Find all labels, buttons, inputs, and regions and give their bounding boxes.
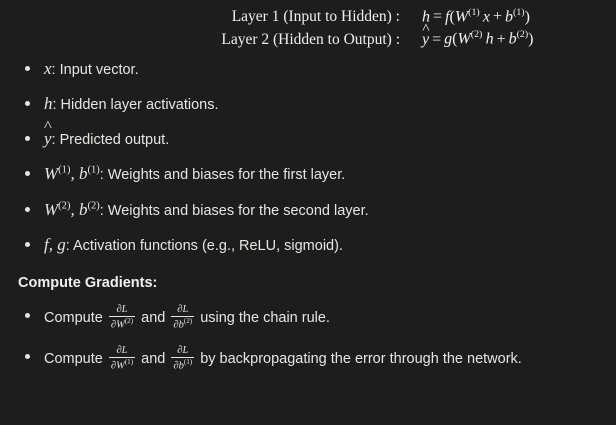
section-heading-compute-gradients: Compute Gradients: — [18, 275, 158, 292]
compute-step-1 — [44, 304, 330, 331]
definition-text-layer1-params: : Weights and biases for the first layer. — [99, 167, 346, 184]
symbol-f-g: f, g — [44, 234, 66, 254]
definition-list — [0, 58, 616, 256]
compute-step-2-lead: Compute — [44, 350, 103, 367]
equation-row-layer2 — [0, 29, 616, 48]
symbol-w2-b2: $W^{(2)}$, $b^{(2)}$ — [44, 199, 100, 219]
definition-text-activations: : Activation functions (e.g., ReLU, sigmoid). — [65, 237, 343, 254]
compute-step-2-conjunction: and — [141, 350, 166, 367]
compute-step-2-tail: by backpropagating the error through the network. — [200, 350, 522, 367]
list-item — [18, 199, 616, 220]
definition-text-yhat: : Predicted output. — [51, 132, 170, 149]
definition-text-layer2-params: : Weights and biases for the second layer. — [99, 202, 369, 219]
symbol-yhat: y ^ — [44, 129, 52, 148]
equation-math-layer1: $h = f(W^{(1)}$ $x + b^{(1)}$) — [422, 7, 530, 26]
equation-row-layer1 — [0, 7, 616, 26]
definition-text-h: : Hidden layer activations. — [52, 96, 219, 113]
definition-text-x: : Input vector. — [51, 61, 139, 78]
list-item — [18, 305, 616, 332]
list-item — [18, 128, 616, 149]
equation-label-layer2: Layer 2 (Hidden to Output) : — [221, 30, 400, 48]
fraction-dL-dW2: $\frac{\partial L}{\partial W^{(2)}}$ — [110, 304, 134, 331]
compute-step-2 — [44, 344, 522, 372]
list-item — [18, 93, 616, 114]
compute-step-1-lead: Compute — [44, 310, 103, 327]
list-item — [18, 58, 616, 79]
fraction-dL-db1: $\frac{\partial L}{\partial b^{(1)}}$ — [173, 344, 193, 372]
compute-step-1-tail: using the chain rule. — [200, 310, 330, 327]
compute-gradients-list — [0, 305, 616, 372]
fraction-dL-dW1: $\frac{\partial L}{\partial W^{(1)}}$ — [110, 344, 134, 372]
list-item — [18, 163, 616, 184]
list-item — [18, 234, 616, 255]
compute-step-1-conjunction: and — [141, 310, 166, 327]
symbol-x: x — [44, 58, 52, 78]
equation-label-layer1: Layer 1 (Input to Hidden) : — [231, 8, 400, 26]
symbol-w1-b1: $W^{(1)}$, $b^{(1)}$ — [44, 164, 100, 184]
page-bottom-edge — [0, 417, 616, 425]
fraction-dL-db2: $\frac{\partial L}{\partial b^{(2)}}$ — [173, 304, 193, 331]
equation-block — [0, 0, 616, 58]
equation-math-layer2: y ^ = $g(W^{(2)}$ $h + b^{(2)}$) — [422, 29, 533, 48]
list-item — [18, 346, 616, 373]
symbol-h: h — [44, 93, 53, 113]
